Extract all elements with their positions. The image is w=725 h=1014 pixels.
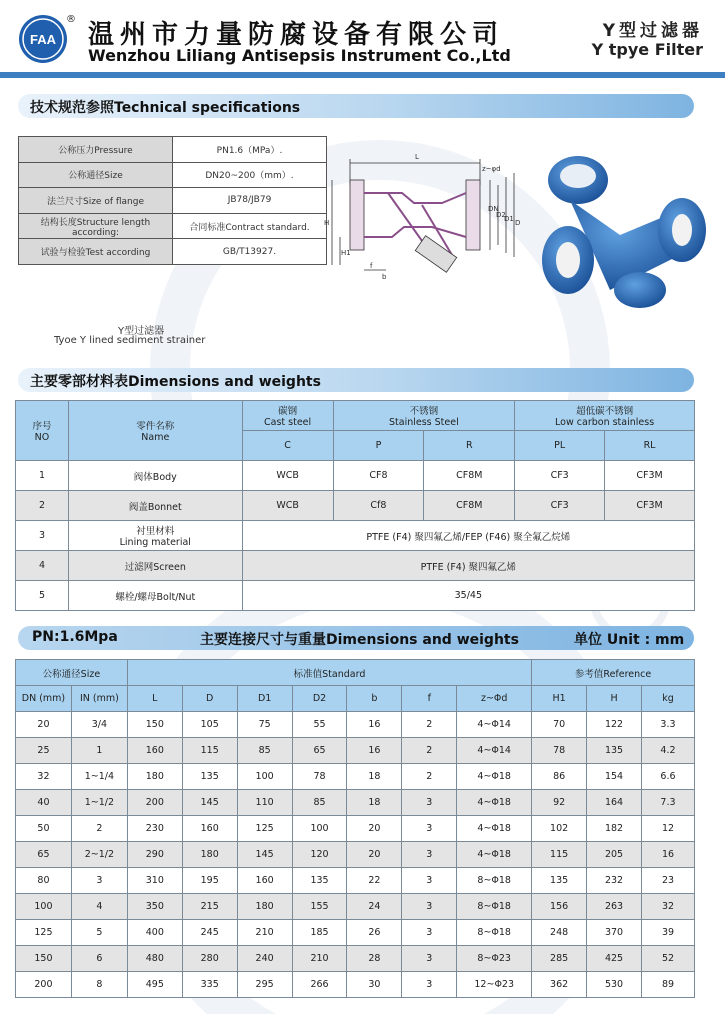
table-cell: 8 [71,972,127,998]
cell-no: 2 [16,491,69,521]
stainless-cn: 不锈钢 [409,406,439,417]
table-cell: 105 [182,712,237,738]
drawing-label-d: D [515,219,521,227]
table-row [16,738,695,764]
table-cell: 180 [127,764,182,790]
table-row [16,842,695,868]
table-cell: 285 [532,946,587,972]
table-cell: 295 [237,972,292,998]
spec-value: GB/T13927. [173,239,327,265]
table-row [16,868,695,894]
cell-rl: CF3M [605,461,695,491]
table-cell: 4~Φ18 [457,790,532,816]
table-cell: 200 [127,790,182,816]
table-cell: 145 [182,790,237,816]
col-r: R [424,431,515,461]
header-divider [0,72,725,78]
table-row [16,972,695,998]
page-header [0,0,725,80]
table-cell: 3 [402,946,457,972]
table-cell: 495 [127,972,182,998]
drawing-label-l: L [415,153,419,161]
spec-row [19,137,327,163]
col-zd: z~Φd [457,686,532,712]
col-name-cn: 零件名称 [136,421,175,432]
table-cell: 3 [402,816,457,842]
spec-key: 试验与检验Test according [19,239,173,265]
stainless-en: Stainless Steel [389,417,459,428]
spec-section-bar [18,94,694,118]
registered-mark: ® [66,14,76,25]
col-no-cn: 序号 [32,421,52,432]
table-cell: 2 [402,764,457,790]
table-row [16,764,695,790]
table-cell: 32 [641,894,694,920]
table-cell: 8~Φ23 [457,946,532,972]
cell-p: CF8 [333,461,424,491]
table-cell: 180 [182,842,237,868]
lining-name-en: Lining material [119,537,191,548]
table-cell: 3 [402,972,457,998]
table-cell: 125 [237,816,292,842]
company-name-cn: 温州市力量防腐设备有限公司 [88,20,505,50]
table-cell: 85 [237,738,292,764]
col-pl: PL [515,431,605,461]
drawing-label-h1: H1 [341,249,351,257]
cell-name: 阀体Body [68,461,242,491]
cell-r: CF8M [424,461,515,491]
table-cell: 25 [16,738,72,764]
drawing-label-d1: D1 [504,215,514,223]
cell-rl: CF3M [605,491,695,521]
spec-value: DN20~200（mm）. [173,162,327,188]
col-in: IN (mm) [71,686,127,712]
table-cell: 290 [127,842,182,868]
col-no [16,401,69,461]
cell-no: 3 [16,521,69,551]
table-cell: 20 [347,842,402,868]
strainer-photo [540,140,710,320]
col-b: b [347,686,402,712]
table-cell: 362 [532,972,587,998]
col-d1: D1 [237,686,292,712]
table-cell: 145 [237,842,292,868]
table-cell: 50 [16,816,72,842]
table-cell: 4 [71,894,127,920]
table-cell: 110 [237,790,292,816]
table-cell: 425 [587,946,642,972]
table-cell: 26 [347,920,402,946]
table-cell: 39 [641,920,694,946]
col-f: f [402,686,457,712]
group-reference: 参考值Reference [532,660,695,686]
col-name [68,401,242,461]
cell-pl: CF3 [515,491,605,521]
spec-row [19,188,327,214]
table-cell: 78 [532,738,587,764]
table-cell: 89 [641,972,694,998]
table-cell: 4~Φ18 [457,816,532,842]
table-cell: 125 [16,920,72,946]
table-cell: 28 [347,946,402,972]
col-d: D [182,686,237,712]
table-cell: 160 [182,816,237,842]
table-cell: 65 [16,842,72,868]
cast-steel-cn: 碳钢 [278,406,298,417]
low-carbon-cn: 超低碳不锈钢 [576,406,634,417]
table-cell: 135 [587,738,642,764]
table-cell: 7.3 [641,790,694,816]
table-cell: 20 [16,712,72,738]
logo-text: FAA [30,32,56,47]
cell-screen-value: PTFE (F4) 聚四氟乙烯 [242,551,694,581]
table-cell: 120 [292,842,347,868]
col-l: L [127,686,182,712]
table-cell: 100 [292,816,347,842]
table-cell: 195 [182,868,237,894]
cell-c: WCB [242,461,333,491]
table-cell: 22 [347,868,402,894]
materials-table [15,400,695,611]
table-cell: 92 [532,790,587,816]
table-cell: 86 [532,764,587,790]
cell-pl: CF3 [515,461,605,491]
table-cell: 3 [402,920,457,946]
table-cell: 150 [16,946,72,972]
table-cell: 266 [292,972,347,998]
table-cell: 8~Φ18 [457,868,532,894]
drawing-label-f: f [370,262,373,270]
table-cell: 3 [402,894,457,920]
table-row [16,521,695,551]
table-cell: 102 [532,816,587,842]
table-cell: 335 [182,972,237,998]
table-cell: 70 [532,712,587,738]
drawing-label-d2: D2 [496,211,506,219]
table-cell: 400 [127,920,182,946]
table-row [16,894,695,920]
table-cell: 210 [292,946,347,972]
materials-header-row [16,401,695,431]
materials-section-bar [18,368,694,392]
dimensions-header-row [16,686,695,712]
spec-value: JB78/JB79 [173,188,327,214]
table-cell: 135 [532,868,587,894]
table-cell: 8~Φ18 [457,894,532,920]
table-cell: 3 [402,842,457,868]
table-cell: 55 [292,712,347,738]
table-cell: 135 [182,764,237,790]
table-row [16,551,695,581]
table-cell: 23 [641,868,694,894]
cell-bolt-value: 35/45 [242,581,694,611]
col-name-en: Name [141,432,170,443]
cell-r: CF8M [424,491,515,521]
col-h1: H1 [532,686,587,712]
table-row [16,712,695,738]
col-c: C [242,431,333,461]
company-name-en: Wenzhou Liliang Antisepsis Instrument Co.,Ltd [88,46,511,65]
table-cell: 248 [532,920,587,946]
table-cell: 135 [292,868,347,894]
table-row [16,790,695,816]
table-cell: 1~1/2 [71,790,127,816]
table-cell: 160 [237,868,292,894]
table-cell: 3 [71,868,127,894]
col-low-carbon [515,401,695,431]
table-cell: 3 [402,868,457,894]
cell-c: WCB [242,491,333,521]
table-row [16,920,695,946]
table-cell: 75 [237,712,292,738]
table-cell: 530 [587,972,642,998]
pn-label: PN:1.6Mpa [32,629,118,645]
table-cell: 4~Φ18 [457,842,532,868]
table-cell: 100 [237,764,292,790]
table-cell: 12 [641,816,694,842]
table-cell: 155 [292,894,347,920]
table-cell: 150 [127,712,182,738]
table-cell: 1 [71,738,127,764]
table-cell: 215 [182,894,237,920]
table-cell: 4~Φ14 [457,738,532,764]
table-cell: 16 [641,842,694,868]
col-stainless [333,401,515,431]
materials-section-title: 主要零部材料表Dimensions and weights [30,374,321,390]
spec-table [18,136,330,265]
dimensions-group-row [16,660,695,686]
cell-no: 4 [16,551,69,581]
table-cell: 3 [402,790,457,816]
col-cast-steel [242,401,333,431]
table-row [16,581,695,611]
drawing-label-h: H [324,219,330,227]
cell-p: Cf8 [333,491,424,521]
table-cell: 6.6 [641,764,694,790]
cell-no: 1 [16,461,69,491]
table-cell: 18 [347,790,402,816]
table-cell: 8~Φ18 [457,920,532,946]
table-cell: 245 [182,920,237,946]
cell-name: 过滤网Screen [68,551,242,581]
table-cell: 310 [127,868,182,894]
table-cell: 32 [16,764,72,790]
col-kg: kg [641,686,694,712]
strainer-caption-cn: Y型过滤器 [118,326,165,337]
table-cell: 52 [641,946,694,972]
table-cell: 480 [127,946,182,972]
table-cell: 18 [347,764,402,790]
table-cell: 156 [532,894,587,920]
col-dn: DN (mm) [16,686,72,712]
table-cell: 232 [587,868,642,894]
table-cell: 2 [71,816,127,842]
table-cell: 80 [16,868,72,894]
strainer-caption-en: Tyoe Y lined sediment strainer [54,335,206,346]
drawing-label-b: b [382,273,387,281]
spec-key: 法兰尺寸Size of flange [19,188,173,214]
strainer-drawing [322,145,532,305]
spec-key: 公称压力Pressure [19,137,173,163]
table-cell: 2 [402,712,457,738]
table-cell: 24 [347,894,402,920]
table-cell: 6 [71,946,127,972]
table-cell: 4~Φ18 [457,764,532,790]
spec-row [19,239,327,265]
dimensions-table [15,659,695,998]
cell-no: 5 [16,581,69,611]
cast-steel-en: Cast steel [264,417,312,428]
product-name-cn: Y型过滤器 [602,21,703,41]
table-cell: 4~Φ14 [457,712,532,738]
table-cell: 3/4 [71,712,127,738]
dimensions-section-bar [18,626,694,650]
table-cell: 230 [127,816,182,842]
table-cell: 5 [71,920,127,946]
table-cell: 78 [292,764,347,790]
col-d2: D2 [292,686,347,712]
table-cell: 280 [182,946,237,972]
product-name-en: Y tpye Filter [591,40,703,59]
table-cell: 182 [587,816,642,842]
col-p: P [333,431,424,461]
table-cell: 122 [587,712,642,738]
faa-logo [18,14,68,64]
lining-name-cn: 衬里材料 [136,526,175,537]
table-cell: 40 [16,790,72,816]
table-cell: 3.3 [641,712,694,738]
col-rl: RL [605,431,695,461]
cell-name [68,521,242,551]
group-standard: 标准值Standard [127,660,531,686]
table-cell: 2 [402,738,457,764]
table-cell: 240 [237,946,292,972]
drawing-label-zd: z~φd [482,165,501,173]
table-cell: 12~Φ23 [457,972,532,998]
spec-section-title: 技术规范参照Technical specifications [30,100,301,116]
cell-name: 阀盖Bonnet [68,491,242,521]
table-cell: 350 [127,894,182,920]
col-no-en: NO [34,432,50,443]
table-cell: 100 [16,894,72,920]
spec-value: 合同标准Contract standard. [173,213,327,239]
low-carbon-en: Low carbon stainless [555,417,655,428]
drawing-label-dn: DN [488,205,499,213]
table-cell: 2~1/2 [71,842,127,868]
unit-label: 单位 Unit : mm [574,632,685,648]
group-size: 公称通径Size [16,660,128,686]
table-cell: 160 [127,738,182,764]
spec-value: PN1.6（MPa）. [173,137,327,163]
table-row [16,946,695,972]
table-cell: 4.2 [641,738,694,764]
table-cell: 65 [292,738,347,764]
table-cell: 115 [532,842,587,868]
table-cell: 200 [16,972,72,998]
table-cell: 154 [587,764,642,790]
col-h: H [587,686,642,712]
table-cell: 1~1/4 [71,764,127,790]
spec-key: 结构长度Structure length according: [19,213,173,239]
table-cell: 370 [587,920,642,946]
cell-name: 螺栓/螺母Bolt/Nut [68,581,242,611]
cell-lining-value: PTFE (F4) 聚四氟乙烯/FEP (F46) 聚全氟乙烷烯 [242,521,694,551]
table-cell: 16 [347,712,402,738]
table-cell: 30 [347,972,402,998]
dimensions-section-title: 主要连接尺寸与重量Dimensions and weights [200,632,519,648]
table-cell: 180 [237,894,292,920]
table-row [16,816,695,842]
table-cell: 263 [587,894,642,920]
table-row [16,461,695,491]
spec-row [19,213,327,239]
table-cell: 205 [587,842,642,868]
table-cell: 210 [237,920,292,946]
table-cell: 16 [347,738,402,764]
table-cell: 85 [292,790,347,816]
spec-row [19,162,327,188]
table-cell: 164 [587,790,642,816]
spec-key: 公称通径Size [19,162,173,188]
table-cell: 20 [347,816,402,842]
table-cell: 115 [182,738,237,764]
table-cell: 185 [292,920,347,946]
table-row [16,491,695,521]
